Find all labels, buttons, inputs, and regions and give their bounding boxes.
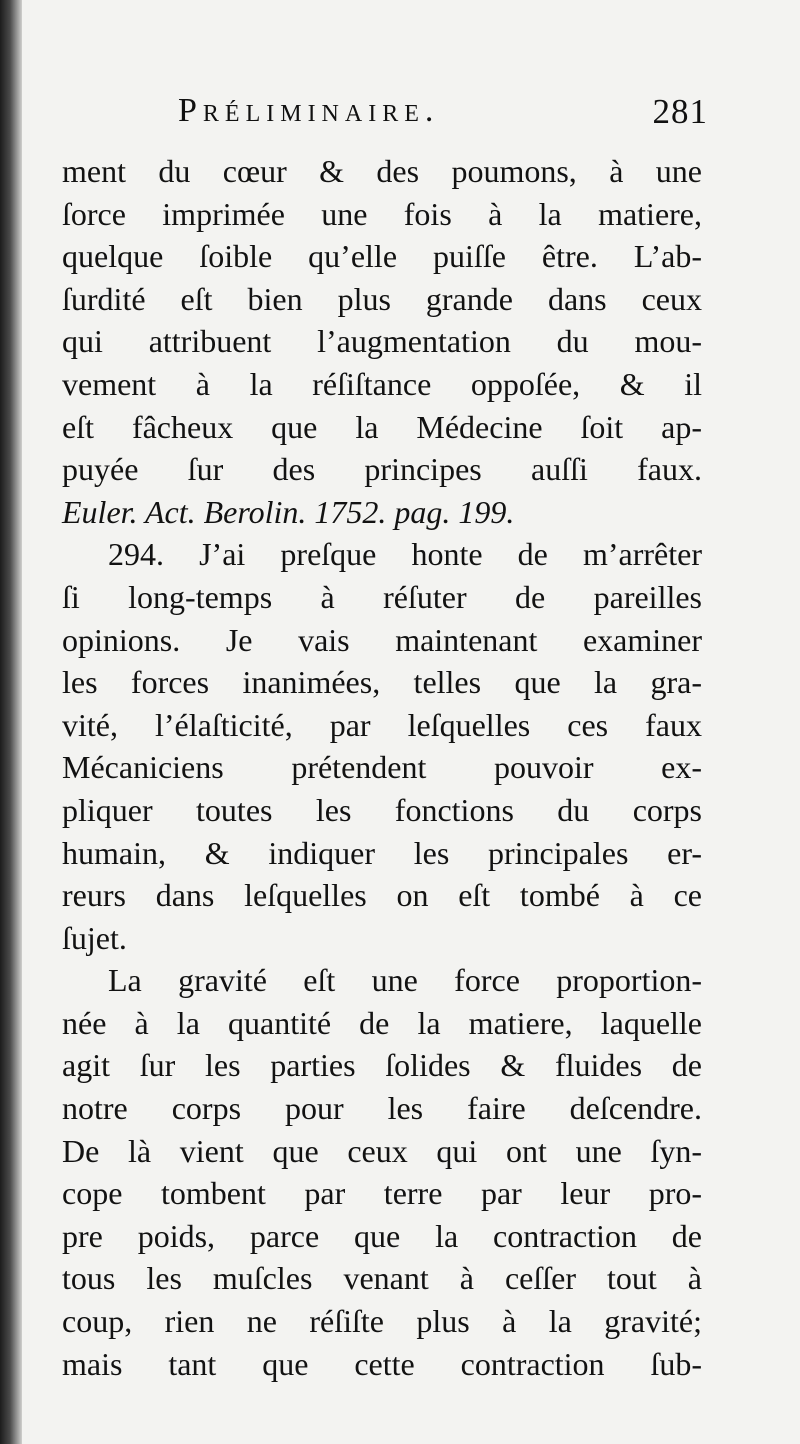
text-line: reurs dans leſquelles on eſt tombé à ce xyxy=(62,877,702,914)
running-head: Préliminaire. xyxy=(178,92,440,129)
text-line: opinions. Je vais maintenant examiner xyxy=(62,621,702,658)
text-line: ſurdité eſt bien plus grande dans ceux xyxy=(62,280,702,317)
text-line: notre corps pour les faire deſcendre. xyxy=(62,1090,702,1127)
text-line: pre poids, parce que la contraction de xyxy=(62,1217,702,1254)
text-line: les forces inanimées, telles que la gra- xyxy=(62,664,702,701)
paragraph-end-line: ſujet. xyxy=(62,919,127,956)
text-line: ſi long-temps à réſuter de pareilles xyxy=(62,578,702,615)
text-line: ſorce imprimée une fois à la matiere, xyxy=(62,195,702,232)
text-line: née à la quantité de la matiere, laquelle xyxy=(62,1004,702,1041)
paragraph-start-line: La gravité eſt une force proportion- xyxy=(108,962,702,999)
text-line: pliquer toutes les fonctions du corps xyxy=(62,791,702,828)
text-line: eſt fâcheux que la Médecine ſoit ap- xyxy=(62,408,702,445)
page-header xyxy=(178,92,708,142)
text-line: Mécaniciens prétendent pouvoir ex- xyxy=(62,749,702,786)
page-number: 281 xyxy=(652,92,708,131)
text-line: vement à la réſiſtance oppoſée, & il xyxy=(62,365,702,402)
text-line: qui attribuent l’augmentation du mou- xyxy=(62,323,702,360)
text-line: tous les muſcles venant à ceſſer tout à xyxy=(62,1260,702,1297)
paragraph-start-line: 294. J’ai preſque honte de m’arrêter xyxy=(108,536,702,573)
text-line: agit ſur les parties ſolides & fluides de xyxy=(62,1047,702,1084)
text-line: humain, & indiquer les principales er- xyxy=(62,834,702,871)
text-line: quelque ſoible qu’elle puiſſe être. L’ab- xyxy=(62,238,702,275)
page-gutter-shadow xyxy=(0,0,22,1444)
text-line: ment du cœur & des poumons, à une xyxy=(62,153,702,189)
text-line: mais tant que cette contraction ſub- xyxy=(62,1345,702,1382)
text-line: cope tombent par terre par leur pro- xyxy=(62,1175,702,1212)
citation-line: Euler. Act. Berolin. 1752. pag. 199. xyxy=(62,493,515,530)
text-line: coup, rien ne réſiſte plus à la gravité; xyxy=(62,1303,702,1340)
text-line: De là vient que ceux qui ont une ſyn- xyxy=(62,1132,702,1169)
body-text xyxy=(62,150,702,1385)
text-line: vité, l’élaſticité, par leſquelles ces faux xyxy=(62,706,702,743)
text-line: puyée ſur des principes auſſi faux. xyxy=(62,451,702,488)
